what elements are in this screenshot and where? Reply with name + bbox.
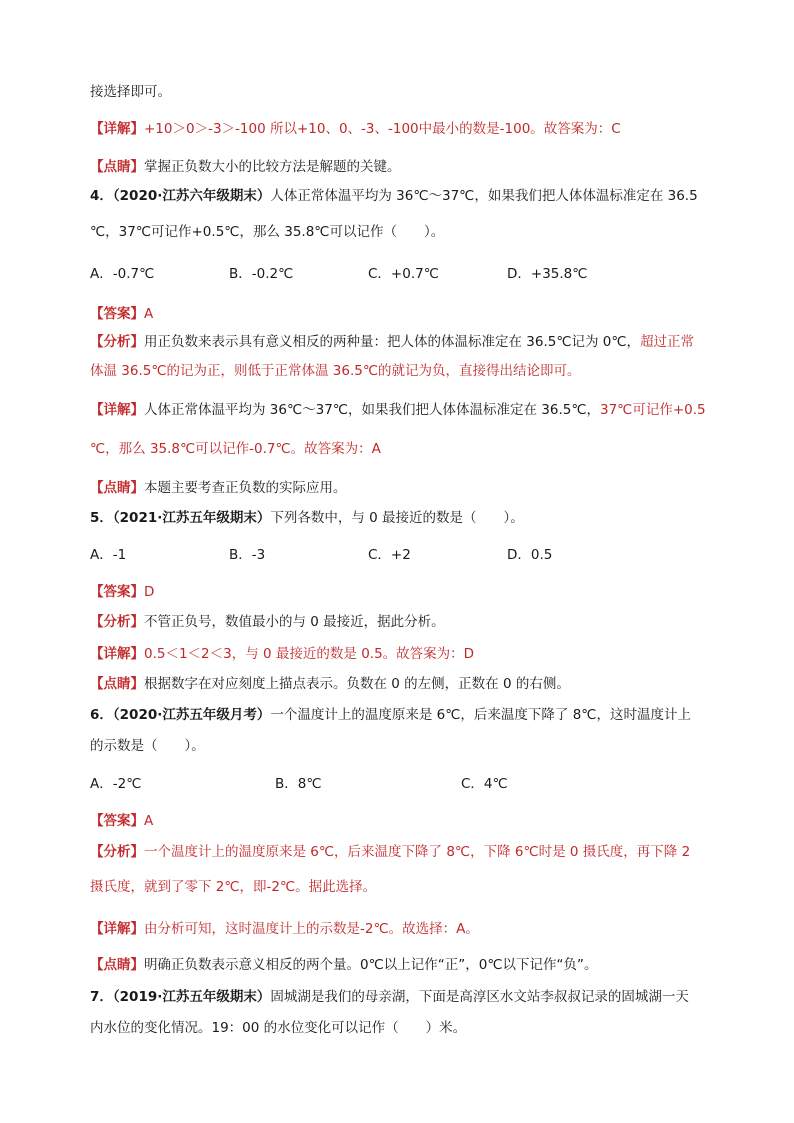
q4-stem-line2: ℃，37℃可记作+0.5℃，那么 35.8℃可以记作（ ）。 [90, 224, 445, 240]
q6-stem-line1: 6．（2020·江苏五年级月考）一个温度计上的温度原来是 6℃，后来温度下降了 8℃，这时温度计上 [90, 707, 691, 723]
q4-option-d: D．+35.8℃ [507, 266, 588, 282]
q5-option-c: C．+2 [368, 547, 411, 563]
q3-point: 【点睛】掌握正负数大小的比较方法是解题的关键。 [90, 159, 401, 175]
q7-stem-line1: 7．（2019·江苏五年级期末）固城湖是我们的母亲湖，下面是高淳区水文站李叔叔记录的固城湖一天 [90, 989, 689, 1005]
continued-text: 接选择即可。 [90, 84, 171, 100]
q6-option-a: A．-2℃ [90, 776, 142, 792]
q6-point: 【点睛】明确正负数表示意义相反的两个量。0℃以上记作“正”，0℃以下记作“负”。 [90, 957, 598, 973]
q5-stem: 5．（2021·江苏五年级期末）下列各数中，与 0 最接近的数是（ ）。 [90, 510, 524, 526]
q4-option-b: B．-0.2℃ [229, 266, 294, 282]
q4-answer: 【答案】A [90, 306, 154, 322]
q4-option-c: C．+0.7℃ [368, 266, 439, 282]
q3-detail: 【详解】+10＞0＞-3＞-100 所以+10、0、-3、-100中最小的数是-100。故答案为：C [90, 121, 621, 137]
q6-stem-line2: 的示数是（ ）。 [90, 738, 205, 754]
q5-option-b: B．-3 [229, 547, 266, 563]
q6-analysis-line2: 摄氏度，就到了零下 2℃，即-2℃。据此选择。 [90, 879, 377, 895]
q4-analysis-line1: 【分析】用正负数来表示具有意义相反的两种量：把人体的体温标准定在 36.5℃记为 0℃，超过正常 [90, 334, 695, 350]
q5-option-d: D．0.5 [507, 547, 553, 563]
q6-analysis-line1: 【分析】一个温度计上的温度原来是 6℃，后来温度下降了 8℃，下降 6℃时是 0 摄氏度，再下降 2 [90, 844, 691, 860]
q4-option-a: A．-0.7℃ [90, 266, 155, 282]
q4-detail-line2: ℃，那么 35.8℃可以记作-0.7℃。故答案为：A [90, 441, 381, 457]
q5-detail: 【详解】0.5＜1＜2＜3，与 0 最接近的数是 0.5。故答案为：D [90, 646, 475, 662]
q5-point: 【点睛】根据数字在对应刻度上描点表示。负数在 0 的左侧，正数在 0 的右侧。 [90, 676, 570, 692]
q6-detail: 【详解】由分析可知，这时温度计上的示数是-2℃。故选择：A。 [90, 921, 479, 937]
q6-option-c: C．4℃ [461, 776, 508, 792]
q5-answer: 【答案】D [90, 584, 155, 600]
q4-detail-line1: 【详解】人体正常体温平均为 36℃～37℃，如果我们把人体体温标准定在 36.5℃，37℃可记作+0.5 [90, 402, 706, 418]
q5-analysis: 【分析】不管正负号，数值最小的与 0 最接近，据此分析。 [90, 614, 445, 630]
q7-stem-line2: 内水位的变化情况。19：00 的水位变化可以记作（ ）米。 [90, 1020, 467, 1036]
q6-answer: 【答案】A [90, 813, 154, 829]
q4-stem-line1: 4．（2020·江苏六年级期末）人体正常体温平均为 36℃～37℃，如果我们把人体体温标准定在 36.5 [90, 188, 698, 204]
q5-option-a: A．-1 [90, 547, 127, 563]
q4-point: 【点睛】本题主要考查正负数的实际应用。 [90, 480, 347, 496]
q4-analysis-line2: 体温 36.5℃的记为正，则低于正常体温 36.5℃的就记为负，直接得出结论即可。 [90, 363, 581, 379]
q6-option-b: B．8℃ [275, 776, 322, 792]
